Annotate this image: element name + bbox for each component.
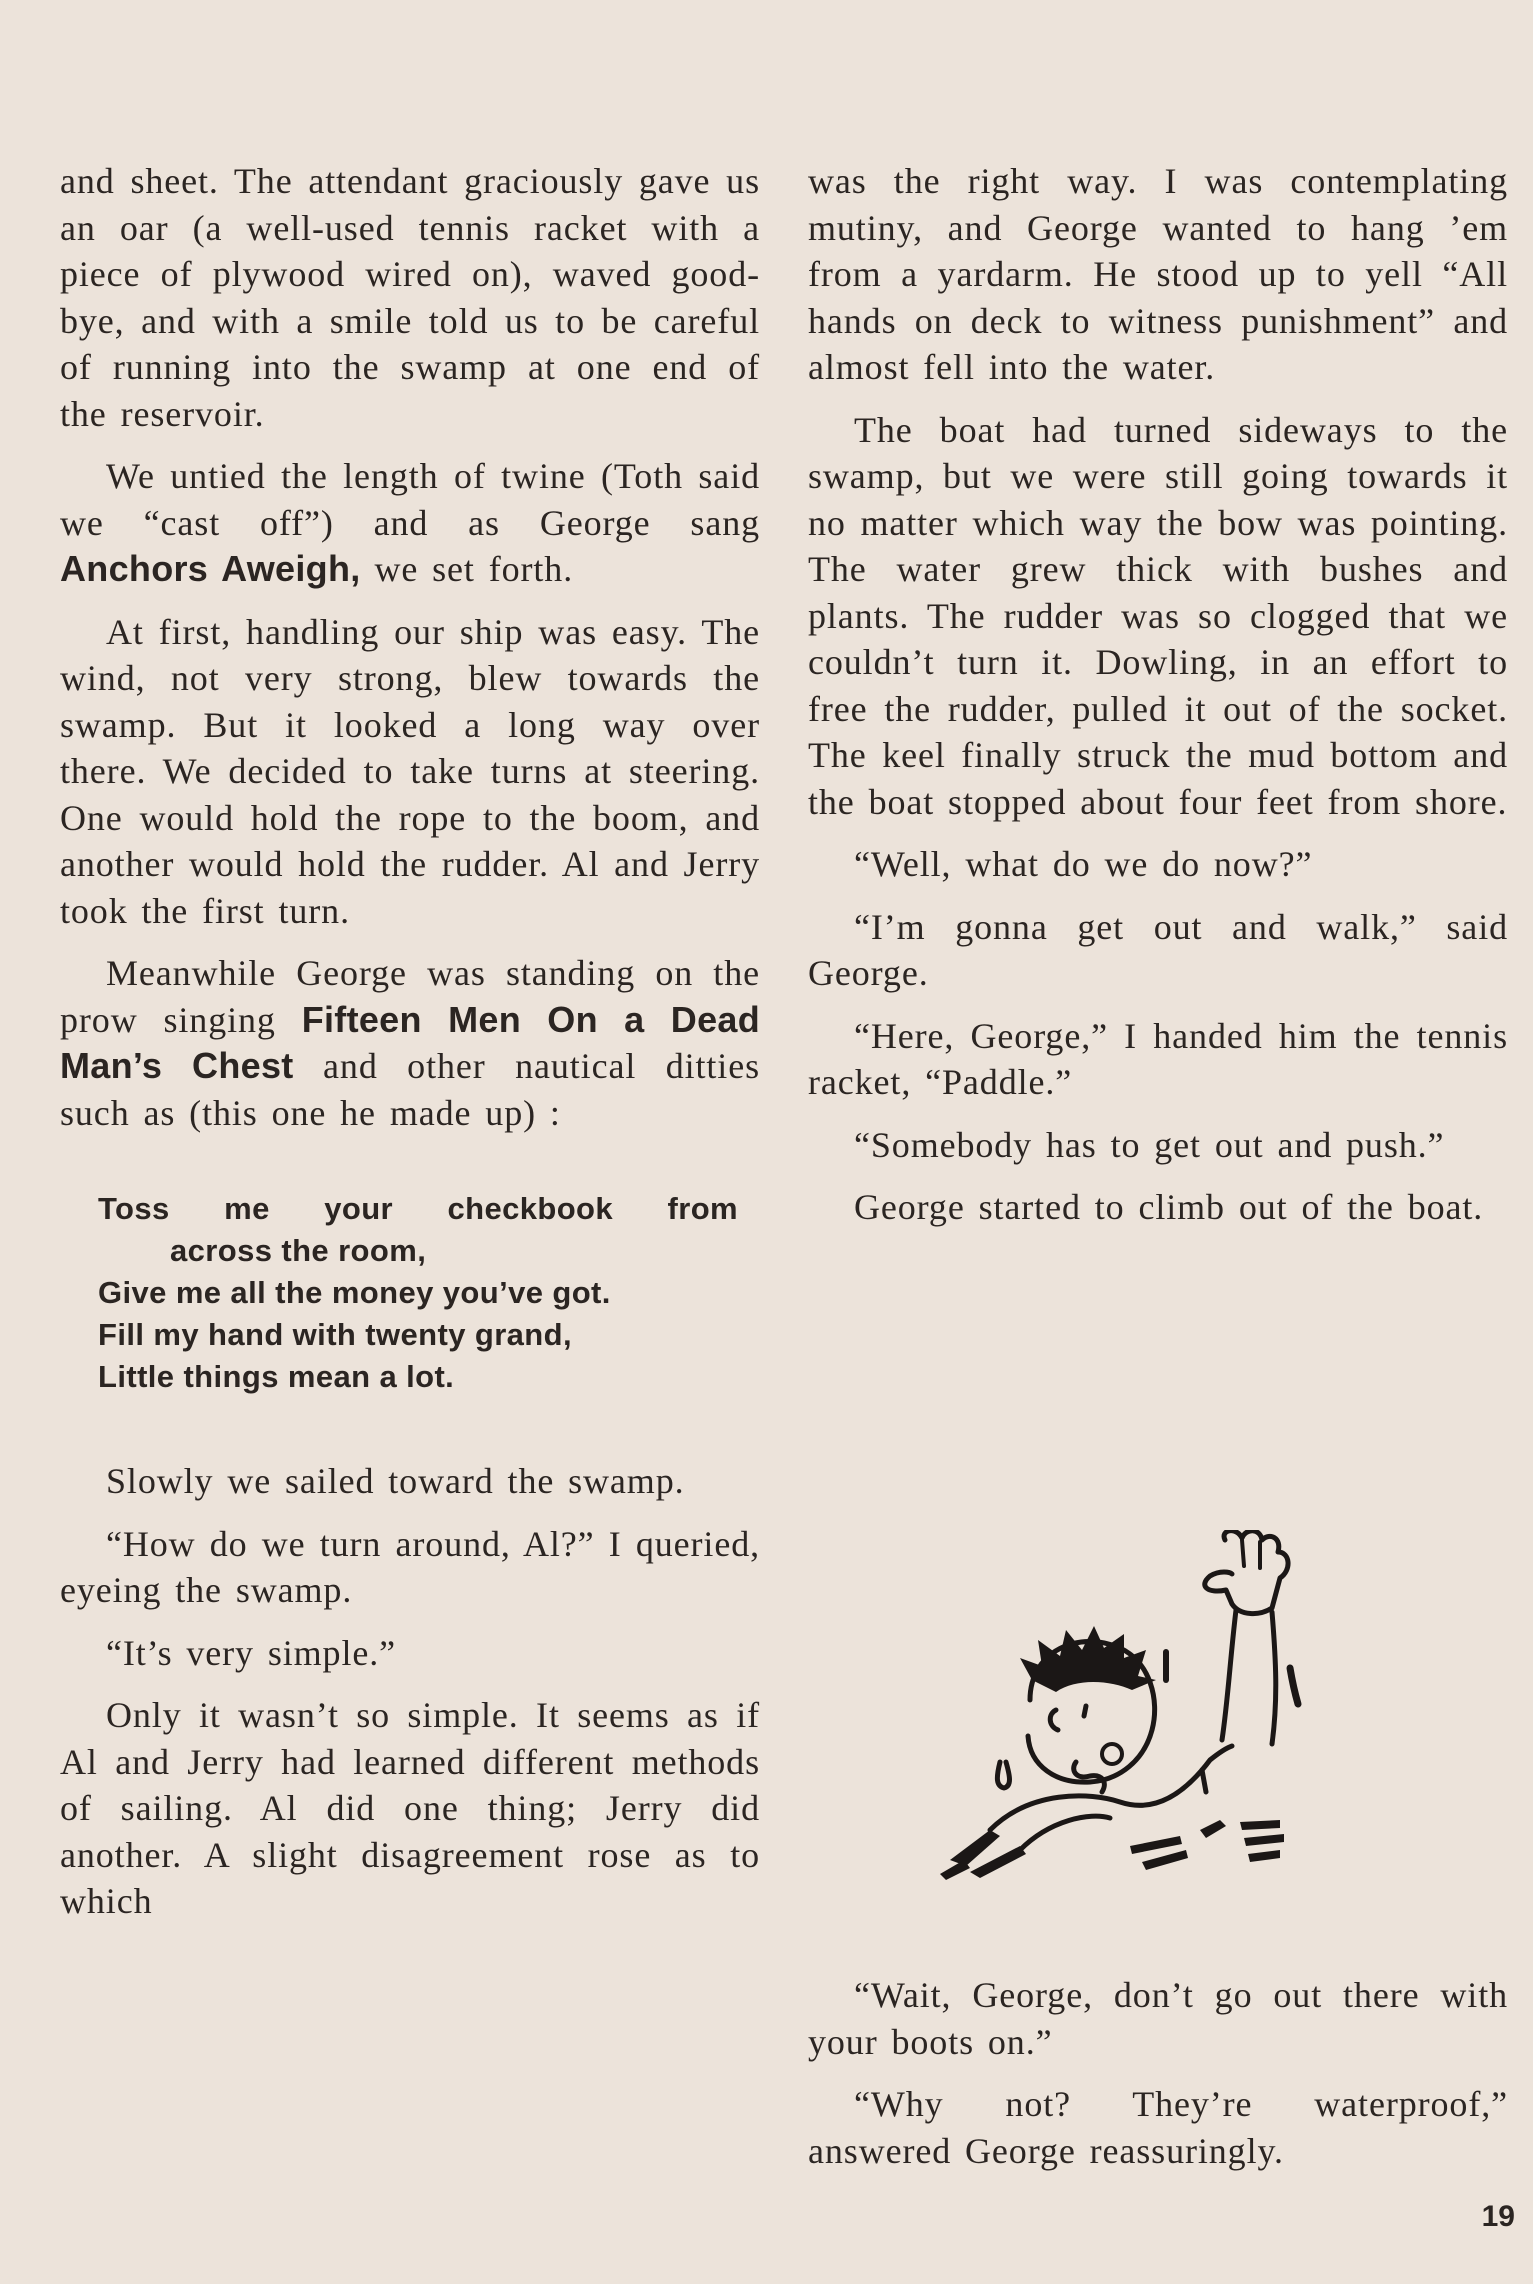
left-column <box>60 158 760 1941</box>
paragraph: Only it wasn’t so simple. It seems as if Al and Jerry had learned different methods of sailing. Al did one thing; Jerry did another. A slight disagreement rose as to which <box>60 1695 760 1921</box>
page-number: 19 <box>1481 2200 1515 2233</box>
paragraph: “Somebody has to get out and push.” <box>854 1124 1445 1165</box>
verse-line: Toss me your checkbook from <box>98 1191 738 1226</box>
paragraph: “Why not? They’re waterproof,” answered George reassuringly. <box>808 2084 1508 2171</box>
right-column <box>808 158 1508 1247</box>
song-title: Anchors Aweigh, <box>60 548 361 589</box>
paragraph-text: we set forth. <box>360 549 574 589</box>
paragraph: At first, handling our ship was easy. The wind, not very strong, blew towards the swamp. But it looked a long way over there. We decided to take turns at steering. One would hold the rope to the boom, and another would hold the rudder. Al and Jerry took the first turn. <box>60 611 760 931</box>
paragraph <box>60 453 760 593</box>
paragraph: and sheet. The attendant graciously gave us an oar (a well-used tennis racket with a piece of plywood wired on), waved good-bye, and with a smile told us to be careful of running into the swamp at one end of the reservoir. <box>60 161 760 434</box>
song-verse <box>98 1188 738 1398</box>
verse-line: Little things mean a lot. <box>98 1359 455 1394</box>
paragraph: “Here, George,” I handed him the tennis racket, “Paddle.” <box>808 1015 1508 1102</box>
paragraph: George started to climb out of the boat. <box>854 1187 1484 1227</box>
paragraph: Slowly we sailed toward the swamp. <box>106 1461 685 1501</box>
paragraph-text: We untied the length of twine (Toth said we “cast off”) and as George sang <box>60 456 760 543</box>
right-column-lower <box>808 1972 1508 2190</box>
cartoon-illustration <box>880 1530 1320 1890</box>
paragraph: “I’m gonna get out and walk,” said George. <box>808 906 1508 993</box>
paragraph <box>60 950 760 1136</box>
paragraph: “It’s very simple.” <box>106 1632 397 1673</box>
paragraph-text: and other nautical ditties such as (this one he made up) : <box>60 1046 761 1133</box>
verse-line: Give me all the money you’ve got. <box>98 1275 611 1310</box>
verse-line: Fill my hand with twenty grand, <box>98 1317 572 1352</box>
paragraph: The boat had turned sideways to the swamp, but we were still going towards it no matter which way the bow was pointing. The water grew thick with bushes and plants. The rudder was so clogged that we couldn’t turn it. Dowling, in an effort to free the rudder, pulled it out of the socket. The keel finally struck the mud bottom and the boat stopped about four feet from shore. <box>808 409 1508 822</box>
paragraph-text: Meanwhile George was standing on the prow singing <box>60 953 760 1040</box>
paragraph: “Well, what do we do now?” <box>854 844 1313 884</box>
paragraph: “How do we turn around, Al?” I queried, eyeing the swamp. <box>60 1523 760 1610</box>
paragraph: was the right way. I was contemplating mutiny, and George wanted to hang ’em from a yardarm. He stood up to yell “All hands on deck to witness punishment” and almost fell into the water. <box>808 161 1508 387</box>
verse-line-continuation: across the room, <box>170 1233 427 1268</box>
song-title: Fifteen Men On a Dead Man’s Chest <box>60 998 761 1086</box>
paragraph: “Wait, George, don’t go out there with your boots on.” <box>808 1975 1508 2062</box>
